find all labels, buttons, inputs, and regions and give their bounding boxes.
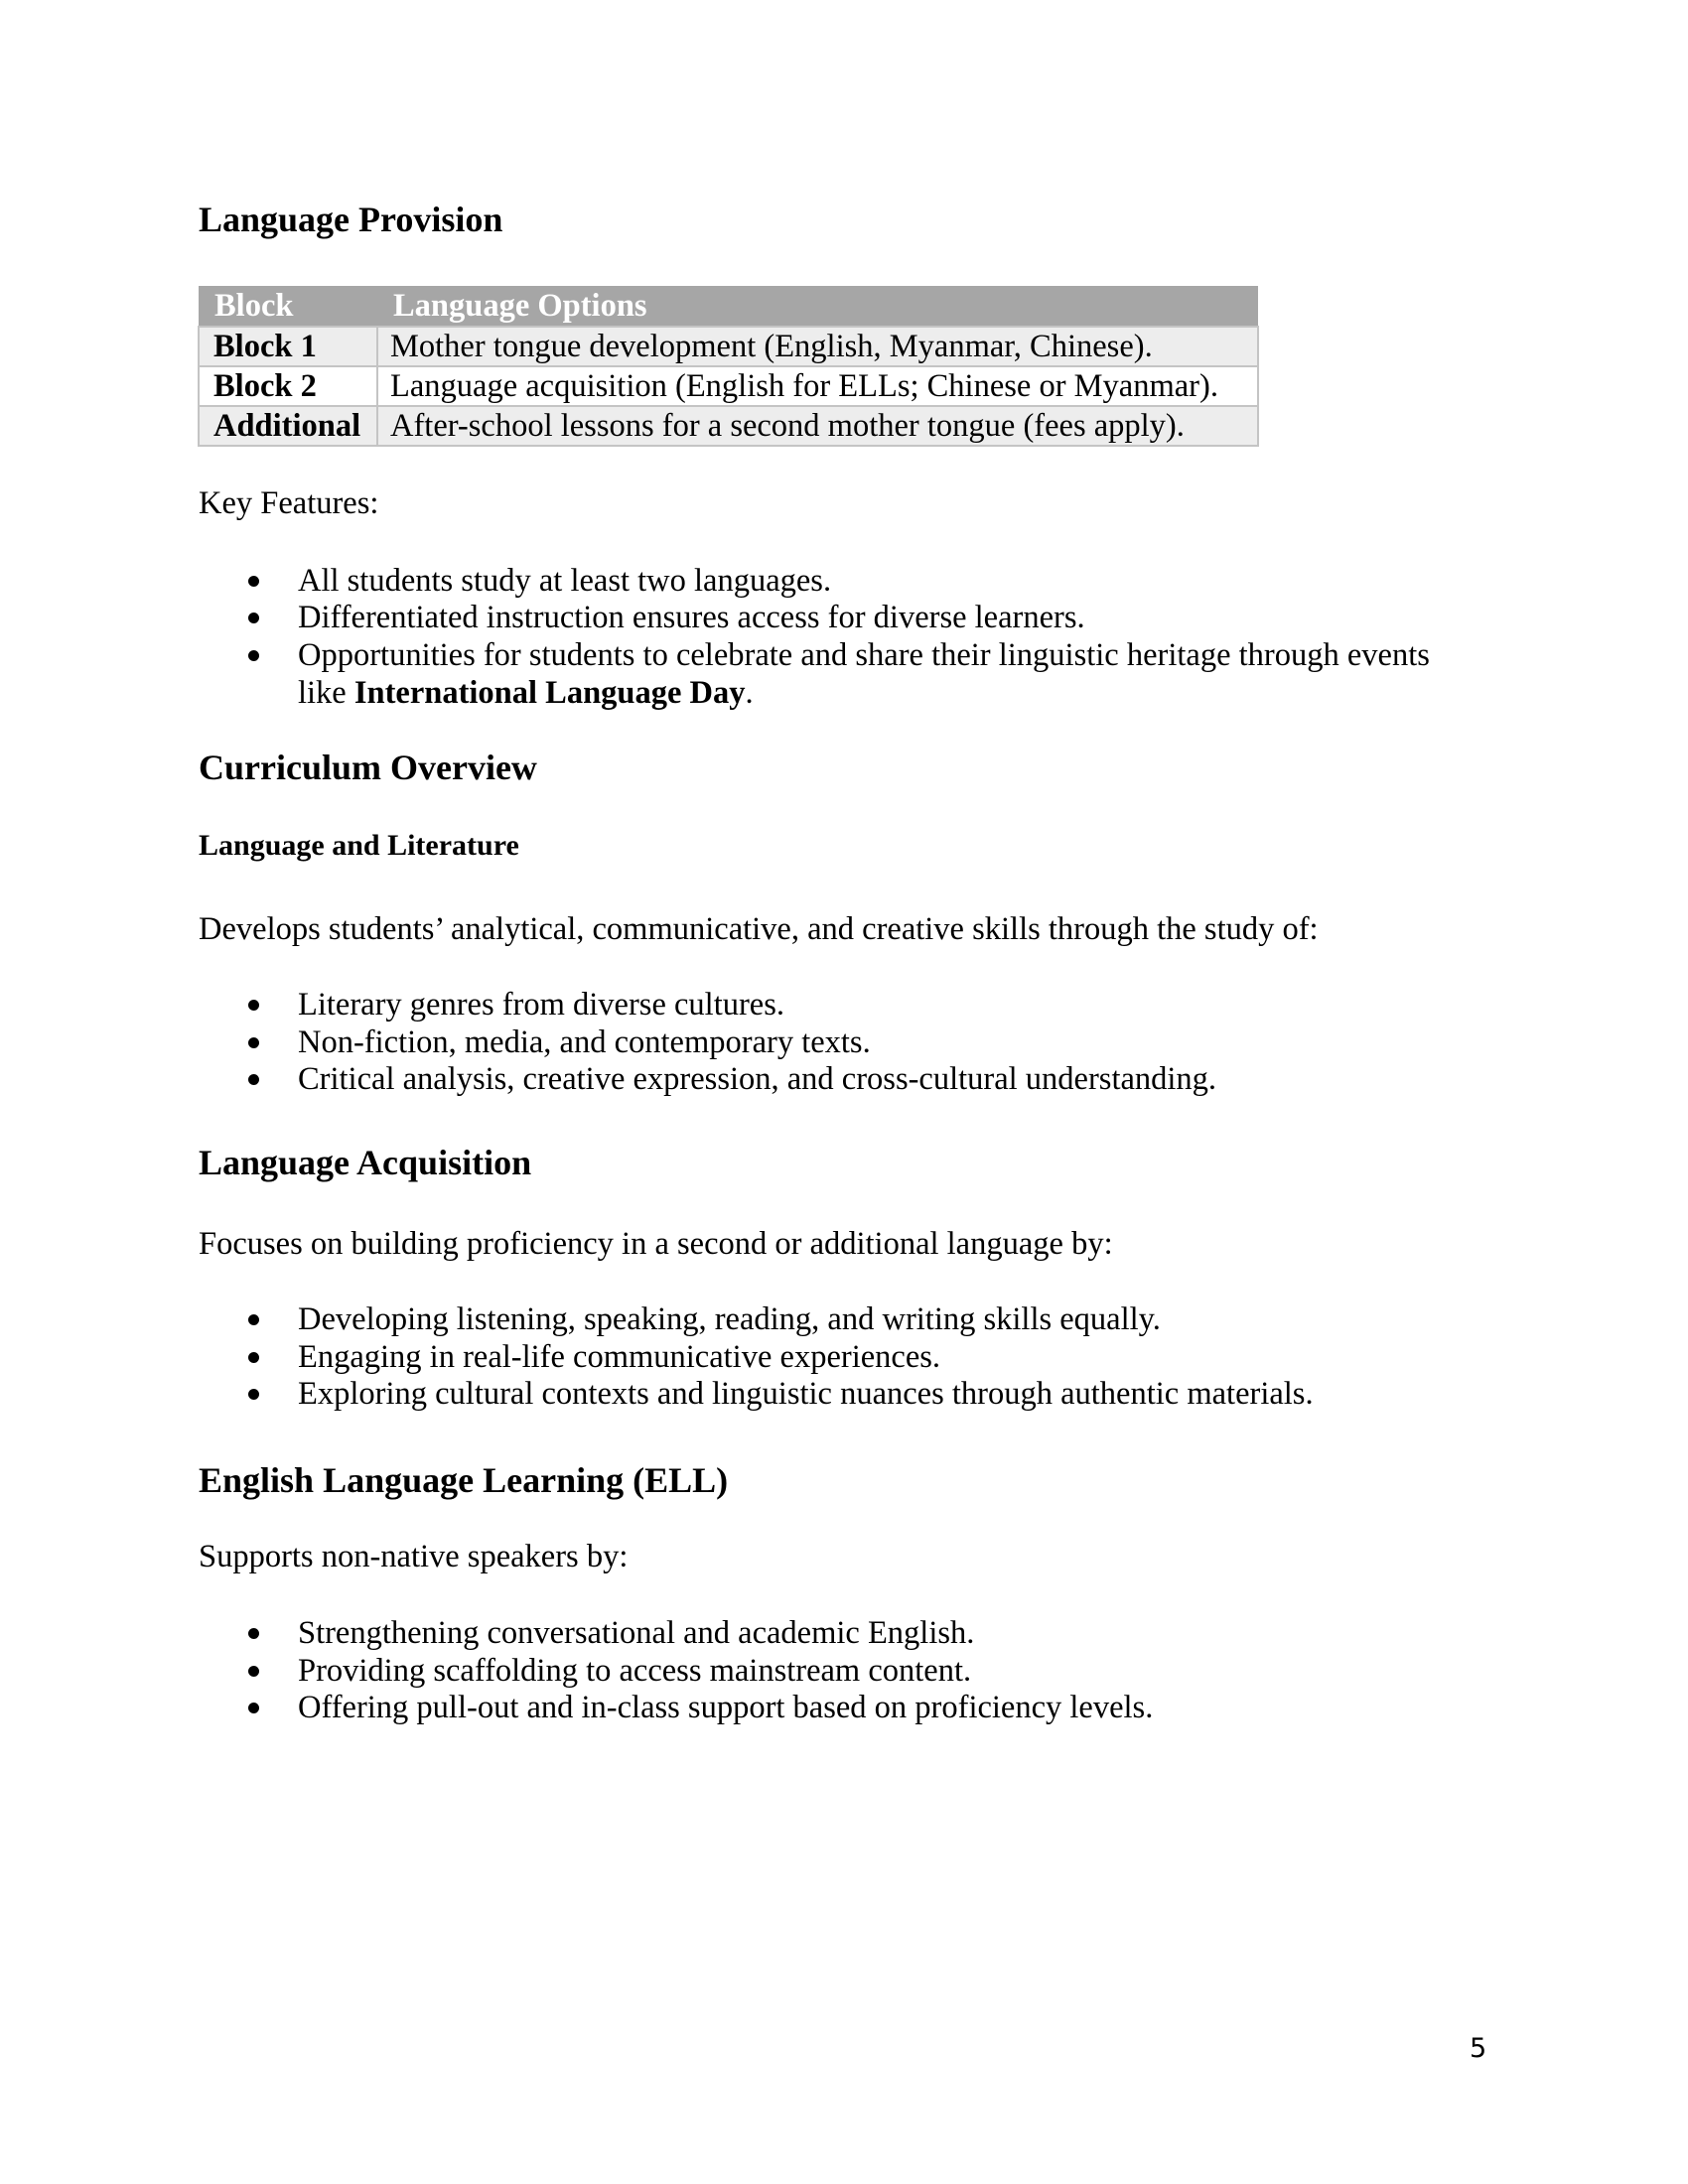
bullet-icon xyxy=(248,1352,259,1363)
bullet-icon xyxy=(248,1628,259,1639)
list-item-continuation xyxy=(298,677,754,709)
bullet-icon xyxy=(248,1037,259,1048)
heading-language-provision: Language Provision xyxy=(199,200,503,239)
heading-curriculum-overview: Curriculum Overview xyxy=(199,748,537,787)
bullet-icon xyxy=(248,1666,259,1677)
list-item: Providing scaffolding to access mainstream content. xyxy=(298,1653,972,1689)
list-item: Offering pull-out and in-class support based on proficiency levels. xyxy=(298,1690,1154,1725)
subheading-language-and-literature: Language and Literature xyxy=(199,829,519,862)
table-cell-block: Block 2 xyxy=(199,366,377,406)
heading-english-language-learning: English Language Learning (ELL) xyxy=(199,1460,729,1500)
list-item-text: . xyxy=(745,675,754,711)
bullet-icon xyxy=(248,650,259,661)
table-cell-options: Mother tongue development (English, Myanmar, Chinese). xyxy=(377,327,1258,366)
list-item: Exploring cultural contexts and linguistic nuances through authentic materials. xyxy=(298,1376,1314,1412)
bullet-icon xyxy=(248,1000,259,1011)
table-cell-options: After-school lessons for a second mother tongue (fees apply). xyxy=(377,406,1258,446)
table-header-block: Block xyxy=(199,286,377,327)
page-number: 5 xyxy=(1470,2033,1487,2064)
curriculum-intro: Develops students’ analytical, communicative, and creative skills through the study of: xyxy=(199,911,1319,947)
table-row xyxy=(199,366,1258,406)
bullet-icon xyxy=(248,1703,259,1713)
international-language-day: International Language Day xyxy=(353,675,746,711)
heading-language-acquisition: Language Acquisition xyxy=(199,1143,532,1182)
list-item: Strengthening conversational and academic English. xyxy=(298,1615,975,1651)
bullet-icon xyxy=(248,1389,259,1400)
table-row xyxy=(199,327,1258,366)
table-header-row xyxy=(199,286,1258,327)
bullet-icon xyxy=(248,1314,259,1325)
key-features-label: Key Features: xyxy=(199,485,379,521)
language-acquisition-intro: Focuses on building proficiency in a second or additional language by: xyxy=(199,1226,1113,1262)
list-item: Literary genres from diverse cultures. xyxy=(298,987,785,1023)
table-header-language-options: Language Options xyxy=(377,286,1258,327)
bullet-icon xyxy=(248,1074,259,1085)
ell-intro: Supports non-native speakers by: xyxy=(199,1539,629,1574)
bullet-icon xyxy=(248,576,259,587)
list-item: Differentiated instruction ensures access for diverse learners. xyxy=(298,600,1085,635)
list-item: Engaging in real-life communicative experiences. xyxy=(298,1339,941,1375)
list-item: Critical analysis, creative expression, and cross-cultural understanding. xyxy=(298,1061,1217,1097)
table-cell-block: Block 1 xyxy=(199,327,377,366)
language-options-table xyxy=(198,286,1259,447)
bullet-icon xyxy=(248,613,259,623)
list-item: All students study at least two languages. xyxy=(298,563,832,599)
table-cell-block: Additional xyxy=(199,406,377,446)
table-cell-options: Language acquisition (English for ELLs; Chinese or Myanmar). xyxy=(377,366,1258,406)
list-item: Non-fiction, media, and contemporary texts. xyxy=(298,1024,871,1060)
list-item: Opportunities for students to celebrate and share their linguistic heritage through events xyxy=(298,637,1430,673)
table-row xyxy=(199,406,1258,446)
list-item: Developing listening, speaking, reading, and writing skills equally. xyxy=(298,1301,1161,1337)
list-item-text: like xyxy=(298,675,354,711)
